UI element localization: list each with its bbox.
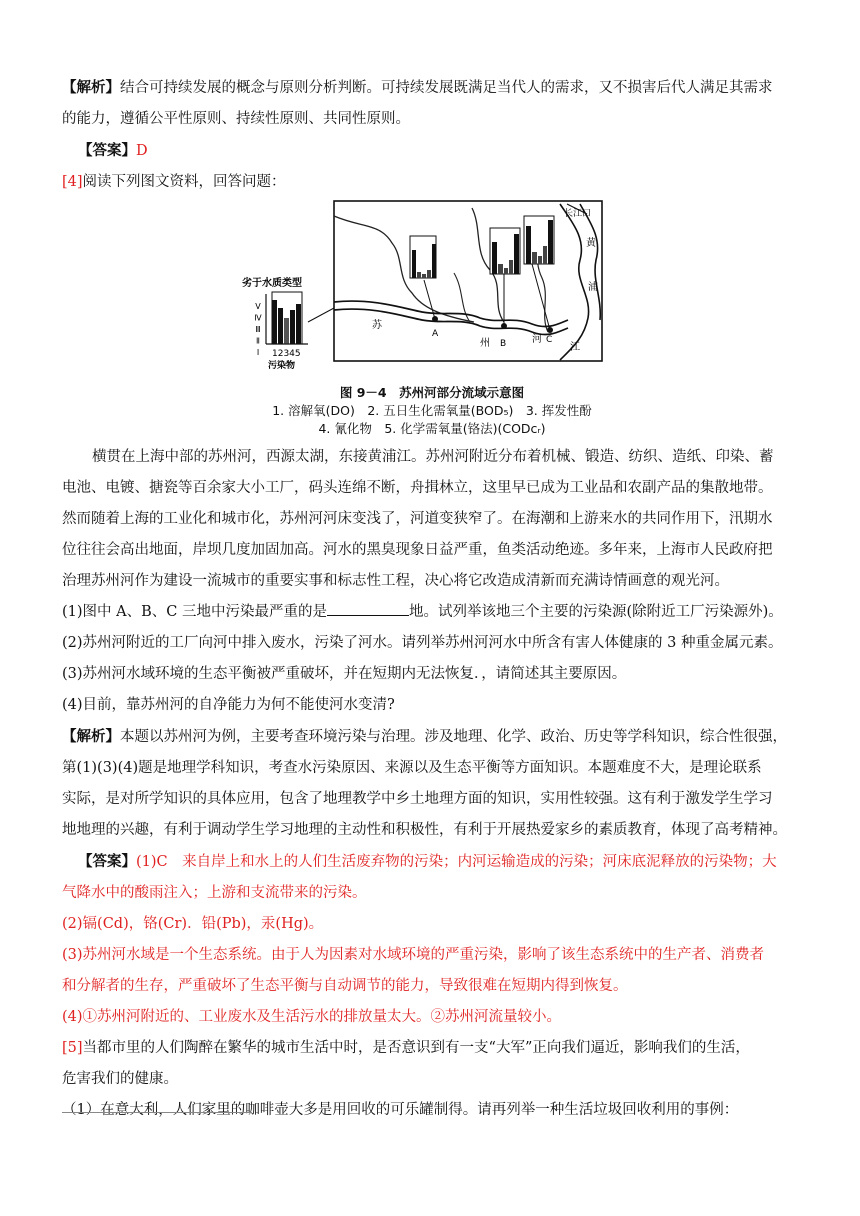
passage-line: 位往往会高出地面，岸坝几度加固加高。河水的黑臭现象日益严重，鱼类活动绝迹。多年来，上海市人民政府把 (62, 542, 773, 558)
map-frame (334, 201, 602, 361)
label-huang: 黄 (586, 238, 596, 249)
q3-analysis-line1 (62, 72, 802, 104)
label-pu: 浦 (588, 282, 598, 293)
figure-caption-line3: 4. 氰化物 5. 化学需氧量(铬法)(CODᴄᵣ) (318, 421, 546, 436)
legend-numbers: 12345 (272, 349, 301, 359)
passage-line: 电池、电镀、搪瓷等百余家大小工厂，码头连绵不断，舟揖林立，这里早已成为工业品和农副产品的集散地带。 (62, 480, 773, 496)
label-zhou: 州 (480, 338, 490, 349)
analysis-tag: 【解析】 (62, 79, 120, 96)
legend-xlabel: 污染物 (268, 361, 296, 371)
site-b-bar-cluster (490, 228, 520, 274)
answer-text: (1)C 来自岸上和水上的人们生活废弃物的污染；内河运输造成的污染；河床底泥释放的污染物；大 (136, 854, 777, 870)
label-he: 河 (532, 334, 542, 345)
label-jiang: 江 (570, 342, 580, 353)
answer-blank (327, 601, 409, 616)
figure-caption-line2: 1. 溶解氧(DO) 2. 五日生化需氧量(BOD₅) 3. 挥发性酚 (272, 403, 592, 418)
footer-divider (62, 1112, 252, 1113)
answer-line: (4)①苏州河附近的、工业废水及生活污水的排放量太大。②苏州河流量较小。 (62, 1009, 562, 1025)
q5-text: 当都市里的人们陶醉在繁华的城市生活中时，是否意识到有一支“大军”正向我们逼近，影响我们的生活， (82, 1040, 750, 1056)
question-1-before: (1)图中 A、B、C 三地中污染最严重的是 (62, 604, 327, 620)
legend-bar-chart (266, 292, 334, 344)
river-map-diagram (242, 198, 622, 380)
label-yangtze-mouth: 长江口 (564, 209, 592, 219)
answer-line: (2)镉(Cd)，铬(Cr)．铅(Pb)，汞(Hg)。 (62, 916, 324, 932)
document-page (62, 72, 802, 1126)
q3-analysis-line2: 的能力，遵循公平性原则、持续性原则、共同性原则。 (62, 111, 410, 127)
site-c-label: C (546, 335, 553, 345)
question-2: (2)苏州河附近的工厂向河中排入废水，污染了河水。请列举苏州河河水中所含有害人体健康的 3 种重金属元素。 (62, 635, 783, 651)
passage-line: 治理苏州河作为建设一流城市的重要实事和标志性工程，决心将它改造成清新而充满诗情画意的观光河。 (62, 573, 729, 589)
question-number: [5] (62, 1040, 83, 1056)
analysis-line: 第(1)(3)(4)题是地理学科知识，考查水污染原因、来源以及生态平衡等方面知识。本题难度不大，是理论联系 (62, 760, 762, 776)
analysis-line: 地地理的兴趣，有利于调动学生学习地理的主动性和积极性，有利于开展热爱家乡的素质教育，体现了高考精神。 (62, 822, 787, 838)
answer-tag: 【答案】 (78, 142, 136, 159)
analysis-tag: 【解析】 (62, 728, 120, 745)
answer-line: (3)苏州河水域是一个生态系统。由于人为因素对水域环境的严重污染，影响了该生态系统中的生产者、消费者 (62, 947, 765, 963)
answer-tag: 【答案】 (78, 853, 136, 870)
q3-analysis-text1: 结合可持续发展的概念与原则分析判断。可持续发展既满足当代人的需求，又不损害后代人满足其需求 (120, 80, 773, 96)
analysis-line: 实际，是对所学知识的具体应用，包含了地理教学中乡土地理方面的知识，实用性较强。这有利于激发学生学习 (62, 791, 773, 807)
site-b-label: B (500, 339, 507, 349)
answer-line: 气降水中的酸雨注入；上游和支流带来的污染。 (62, 885, 367, 901)
suzhou-river-figure (62, 198, 802, 442)
site-c-bar-cluster (524, 216, 554, 264)
question-prompt: 阅读下列图文资料，回答问题： (82, 174, 286, 190)
answer-line: 和分解者的生存，严重破坏了生态平衡与自动调节的能力，导致很难在短期内得到恢复。 (62, 978, 628, 994)
answer-line (62, 846, 802, 878)
q3-answer (62, 135, 802, 167)
site-a-label: A (432, 329, 439, 339)
question-1-after: 地。试列举该地三个主要的污染源(除附近工厂污染源外)。 (408, 604, 783, 620)
q5-line1 (62, 1033, 802, 1064)
label-su: 苏 (372, 320, 382, 331)
answer-value: D (136, 143, 148, 159)
analysis-text: 本题以苏州河为例，主要考查环境污染与治理。涉及地理、化学、政治、历史等学科知识，综合性很强， (120, 729, 787, 745)
site-a-bar-cluster (410, 236, 436, 278)
question-number: [4] (62, 174, 83, 190)
q5-line2: 危害我们的健康。 (62, 1071, 178, 1087)
q4-prompt (62, 167, 802, 198)
figure-caption-title: 图 9－4 苏州河部分流域示意图 (339, 385, 525, 400)
legend-roman-scale: Ⅴ Ⅳ Ⅲ Ⅱ Ⅰ (253, 302, 263, 358)
question-1 (62, 597, 802, 628)
passage-line: 横贯在上海中部的苏州河，西源太湖，东接黄浦江。苏州河附近分布着机械、锻造、纺织、造纸、印染、蓄 (92, 449, 774, 465)
legend-title: 劣于水质类型 (242, 278, 302, 289)
passage-line: 然而随着上海的工业化和城市化，苏州河河床变浅了，河道变狭窄了。在海潮和上游来水的共同作用下，汛期水 (62, 511, 773, 527)
question-3: (3)苏州河水域环境的生态平衡被严重破坏，并在短期内无法恢复．，请简述其主要原因。 (62, 666, 627, 682)
q5-question1: （1）在意大利，人们家里的咖啡壶大多是用回收的可乐罐制得。请再列举一种生活垃圾回收利用的事例： (62, 1102, 739, 1118)
analysis-line (62, 721, 802, 753)
question-4: (4)目前，靠苏州河的自净能力为何不能使河水变清? (62, 697, 395, 713)
